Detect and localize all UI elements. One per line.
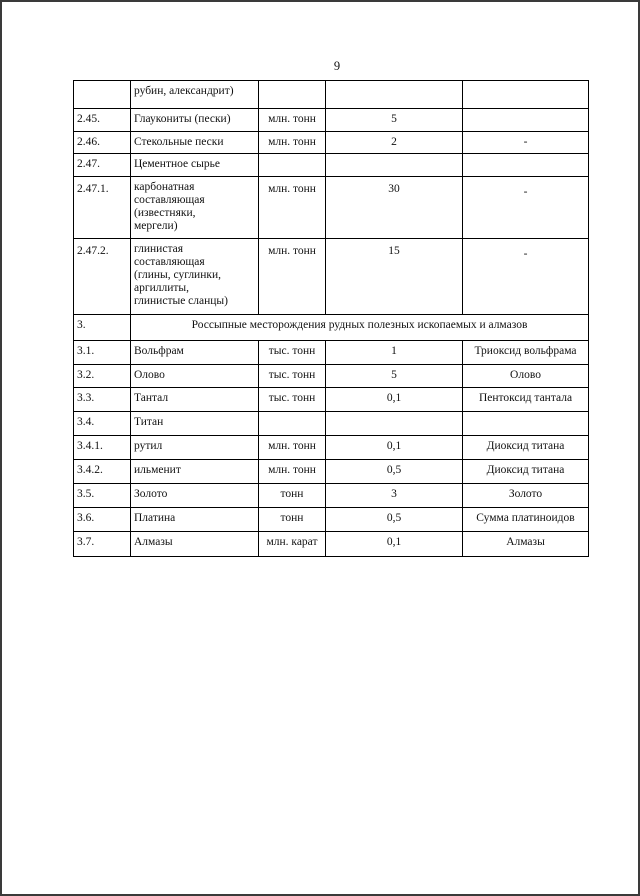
name-line: мергели) (134, 220, 178, 232)
row-number-cell: 3.3. (74, 388, 131, 412)
value-cell: 30 (326, 177, 463, 239)
table-row (74, 532, 589, 557)
value-cell: 0,5 (326, 460, 463, 484)
name-cell: Титан (131, 412, 259, 436)
name-line: (известняки, (134, 207, 196, 219)
unit-cell (259, 154, 326, 177)
note-cell: Алмазы (463, 532, 589, 557)
unit-cell: млн. тонн (259, 109, 326, 132)
table-row (74, 412, 589, 436)
section-row (74, 315, 589, 341)
value-cell: 5 (326, 365, 463, 388)
table-row (74, 436, 589, 460)
name-cell: Тантал (131, 388, 259, 412)
table-row (74, 388, 589, 412)
table-row (74, 154, 589, 177)
note-cell: Диоксид титана (463, 436, 589, 460)
value-cell: 2 (326, 132, 463, 154)
name-cell: Золото (131, 484, 259, 508)
row-number-cell: 2.47.1. (74, 177, 131, 239)
note-cell: - (463, 239, 589, 315)
unit-cell: млн. тонн (259, 436, 326, 460)
row-number-cell: 2.46. (74, 132, 131, 154)
value-cell: 5 (326, 109, 463, 132)
table-row (74, 508, 589, 532)
name-cell: рубин, александрит) (131, 81, 259, 109)
row-number-cell (74, 81, 131, 109)
value-cell (326, 154, 463, 177)
note-cell: Диоксид титана (463, 460, 589, 484)
name-cell (131, 177, 259, 239)
value-cell: 0,5 (326, 508, 463, 532)
note-cell: Сумма платиноидов (463, 508, 589, 532)
value-cell (326, 412, 463, 436)
row-number-cell: 3.1. (74, 341, 131, 365)
row-number-cell: 3.2. (74, 365, 131, 388)
unit-cell: тыс. тонн (259, 341, 326, 365)
value-cell (326, 81, 463, 109)
note-cell (463, 81, 589, 109)
unit-cell: млн. карат (259, 532, 326, 557)
row-number-cell: 3.4.1. (74, 436, 131, 460)
table-row (74, 365, 589, 388)
note-cell: Пентоксид тантала (463, 388, 589, 412)
note-cell: - (463, 132, 589, 154)
row-number-cell: 3.5. (74, 484, 131, 508)
unit-cell: тонн (259, 484, 326, 508)
name-line: (глины, суглинки, (134, 269, 221, 281)
name-line: глинистые сланцы) (134, 295, 228, 307)
table-row (74, 341, 589, 365)
name-cell: Стекольные пески (131, 132, 259, 154)
data-table (73, 80, 589, 557)
name-line: аргиллиты, (134, 282, 189, 294)
name-cell: Цементное сырье (131, 154, 259, 177)
unit-cell (259, 412, 326, 436)
name-cell: ильменит (131, 460, 259, 484)
value-cell: 1 (326, 341, 463, 365)
note-cell (463, 109, 589, 132)
row-number-cell: 2.45. (74, 109, 131, 132)
section-title-cell: Россыпные месторождения рудных полезных ископаемых и алмазов (131, 315, 589, 341)
table-row (74, 484, 589, 508)
note-cell: Триоксид вольфрама (463, 341, 589, 365)
row-number-cell: 3.4.2. (74, 460, 131, 484)
unit-cell: тыс. тонн (259, 388, 326, 412)
name-line: карбонатная (134, 181, 195, 193)
unit-cell: тонн (259, 508, 326, 532)
row-number-cell: 3.4. (74, 412, 131, 436)
value-cell: 3 (326, 484, 463, 508)
row-number-cell: 3.6. (74, 508, 131, 532)
row-number-cell: 2.47. (74, 154, 131, 177)
unit-cell: млн. тонн (259, 460, 326, 484)
name-cell: Алмазы (131, 532, 259, 557)
note-cell (463, 154, 589, 177)
table-row (74, 109, 589, 132)
name-line: составляющая (134, 194, 205, 206)
unit-cell: млн. тонн (259, 177, 326, 239)
unit-cell: млн. тонн (259, 239, 326, 315)
note-cell: Золото (463, 484, 589, 508)
unit-cell: тыс. тонн (259, 365, 326, 388)
value-cell: 0,1 (326, 532, 463, 557)
table-row (74, 81, 589, 109)
name-cell: Вольфрам (131, 341, 259, 365)
table-row (74, 460, 589, 484)
unit-cell (259, 81, 326, 109)
row-number-cell: 3. (74, 315, 131, 341)
row-number-cell: 2.47.2. (74, 239, 131, 315)
row-number-cell: 3.7. (74, 532, 131, 557)
page-number: 9 (333, 59, 341, 73)
note-cell (463, 412, 589, 436)
unit-cell: млн. тонн (259, 132, 326, 154)
value-cell: 15 (326, 239, 463, 315)
name-cell (131, 239, 259, 315)
table-row (74, 132, 589, 154)
note-cell: - (463, 177, 589, 239)
name-cell: рутил (131, 436, 259, 460)
value-cell: 0,1 (326, 388, 463, 412)
name-line: глинистая (134, 243, 183, 255)
table-row (74, 177, 589, 239)
name-cell: Олово (131, 365, 259, 388)
name-cell: Платина (131, 508, 259, 532)
table-row (74, 239, 589, 315)
note-cell: Олово (463, 365, 589, 388)
value-cell: 0,1 (326, 436, 463, 460)
name-line: составляющая (134, 256, 205, 268)
name-cell: Глаукониты (пески) (131, 109, 259, 132)
